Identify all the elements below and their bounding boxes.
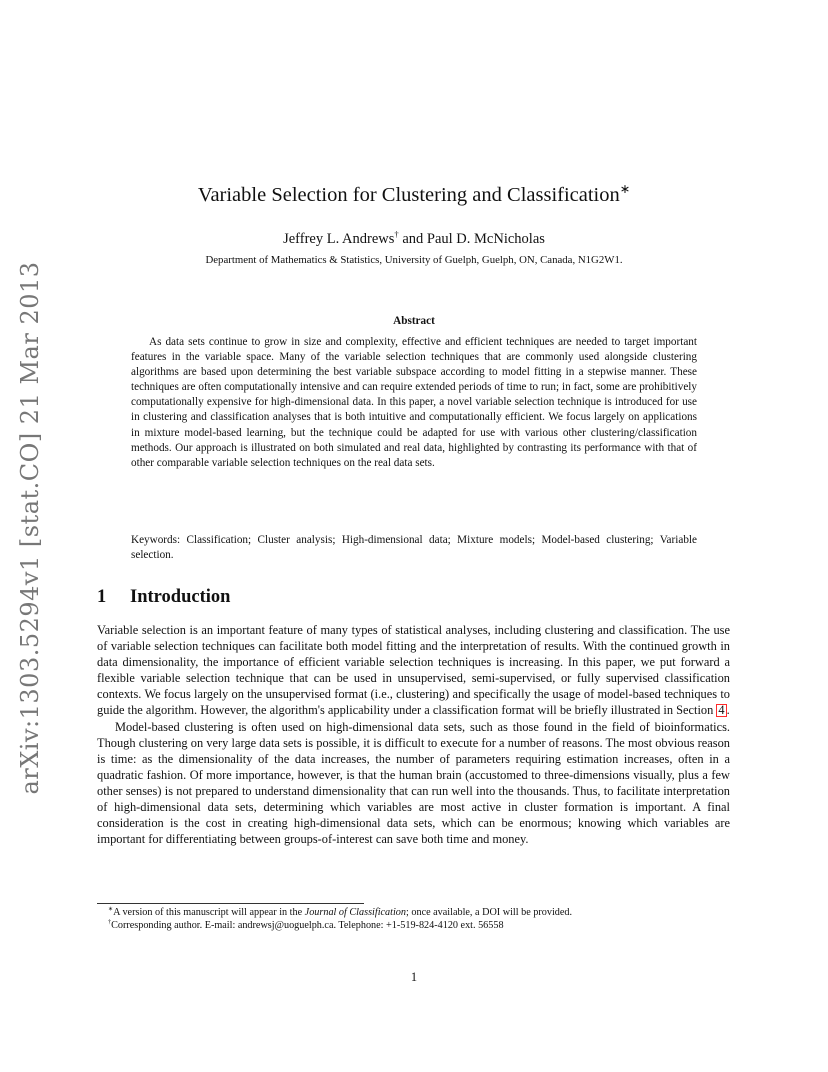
intro-paragraph-2: Model-based clustering is often used on high-dimensional data sets, such as those found in the field of bioinformatics. Though clustering on very large data sets is possible, it is difficult to execute for a number of reasons. The most obvious reason is time: as the dimensionality of the data increases, the number of parameters requiring estimation increases, often in a quadratic fashion. Of more importance, however, is that the human brain (accustomed to three-dimensions visually, plus a few other senses) is not prepared to understand dimensionality that can run well into the thousands. Thus, to facilitate interpretation of high-dimensional data sets, determining which variables are most active in cluster formation is important. A final consideration is the cost in creating high-dimensional data sets, which can be enormous; knowing which variables are important for differentiating between groups-of-interest can save both time and money. — [97, 719, 730, 847]
section-number: 1 — [97, 587, 107, 607]
introduction-body — [97, 622, 730, 847]
abstract-body: As data sets continue to grow in size and complexity, effective and efficient techniques are needed to target important features in the variable space. Many of the variable selection techniques that are commonly used alongside clustering algorithms are based upon determining the best variable subspace according to model fitting in a stepwise manner. These techniques are often computationally intensive and can require extended periods of time to run; in fact, some are prohibitively computationally expensive for high-dimensional data. In this paper, a novel variable selection technique is introduced for use in clustering and classification analyses that is both intuitive and computationally efficient. We focus largely on applications in mixture model-based learning, but the technique could be adapted for use with various other clustering/classification methods. Our approach is illustrated on both simulated and real data, highlighted by contrasting its performance with that of other comparable variable selection techniques on the real data sets. — [131, 336, 697, 469]
author-footnote-mark[interactable]: † — [394, 229, 399, 240]
arxiv-identifier: arXiv:1303.5294v1 [stat.CO] 21 Mar 2013 — [16, 261, 44, 795]
section-reference-link[interactable]: 4 — [718, 703, 725, 718]
footnote-1-mark: ∗ — [108, 906, 114, 913]
footnote-2 — [97, 919, 730, 932]
keywords: Keywords: Classification; Cluster analysis; High-dimensional data; Mixture models; Model-based clustering; Variable selection. — [131, 534, 697, 562]
author-list — [0, 231, 828, 248]
footnote-1 — [97, 906, 730, 919]
footnote-1-journal: Journal of Classification — [304, 907, 406, 918]
intro-paragraph-1-end: . — [726, 703, 730, 718]
intro-paragraph-1 — [97, 622, 730, 719]
section-heading-introduction — [97, 587, 230, 608]
page-number: 1 — [410, 970, 418, 984]
footnotes — [97, 906, 730, 932]
paper-title-text: Variable Selection for Clustering and Classification — [197, 184, 620, 206]
footnote-divider — [97, 903, 364, 904]
affiliation: Department of Mathematics & Statistics, University of Guelph, Guelph, ON, Canada, N1G2W1. — [205, 254, 623, 266]
author-rest: and Paul D. McNicholas — [398, 231, 545, 247]
title-footnote-mark[interactable]: ∗ — [619, 182, 631, 197]
footnote-2-mark: † — [108, 919, 112, 926]
section-title: Introduction — [130, 587, 231, 607]
footnote-1-text-end: ; once available, a DOI will be provided. — [406, 907, 573, 918]
abstract-heading: Abstract — [393, 315, 435, 327]
intro-paragraph-1-text: Variable selection is an important feature of many types of statistical analyses, including clustering and classification. The use of variable selection techniques can facilitate both model fitting and the interpretation of results. With the continued growth in data dimensionality, the importance of efficient variable selection techniques is increasing. In this paper, we put forward a flexible variable selection technique that can be used in unsupervised, semi-supervised, or fully supervised classification contexts. We focus largely on the unsupervised format (i.e., clustering) and specifically the usage of model-based techniques to guide the algorithm. However, the algorithm's applicability under a classification format will be briefly illustrated in Section — [97, 623, 730, 718]
author-first: Jeffrey L. Andrews — [283, 231, 395, 247]
paper-title — [0, 184, 828, 207]
arxiv-sidebar — [0, 261, 60, 795]
footnote-2-text: Corresponding author. E-mail: andrewsj@uoguelph.ca. Telephone: +1-519-824-4120 ext. 56558 — [111, 920, 504, 932]
footnote-1-text: A version of this manuscript will appear in the — [113, 907, 305, 918]
